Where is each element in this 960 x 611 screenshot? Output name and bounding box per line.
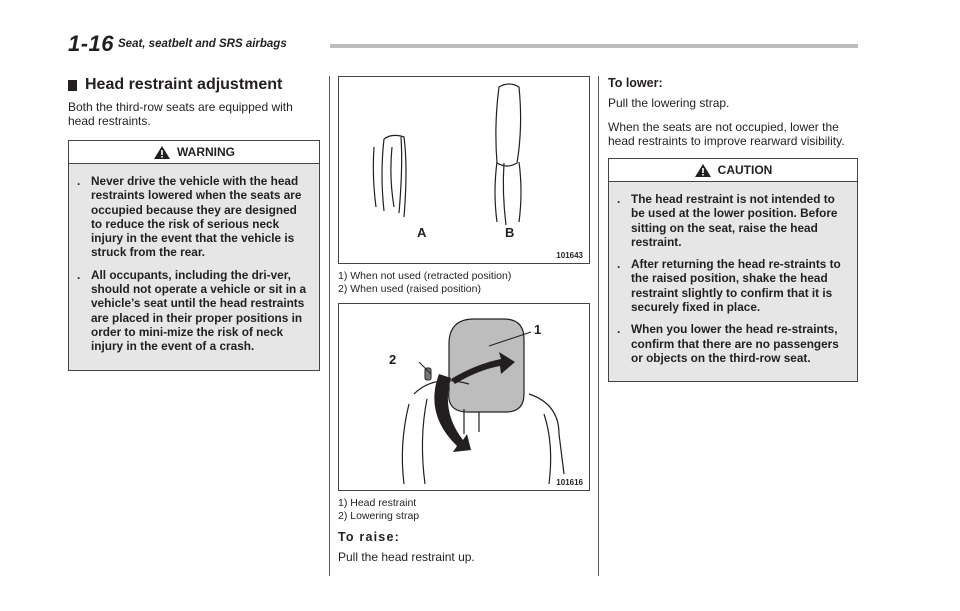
head-restraint-positions-illustration	[339, 77, 589, 263]
label-1: 1	[534, 322, 542, 337]
figure-retracted-raised	[338, 76, 590, 264]
lower-text: Pull the lowering strap.	[608, 96, 730, 110]
label-a: A	[417, 225, 427, 240]
caution-list	[617, 192, 849, 365]
caution-header	[609, 159, 857, 182]
warning-label: WARNING	[177, 145, 235, 159]
square-bullet-icon	[68, 80, 77, 91]
caution-label: CAUTION	[717, 163, 773, 177]
warning-header	[69, 141, 319, 164]
raise-heading: To raise:	[338, 530, 400, 544]
lower-heading: To lower:	[608, 76, 663, 90]
section-heading	[68, 76, 320, 94]
warning-item: . All occupants, including the dri-ver, should not operate a vehicle or sit in a vehicle’s seat until the head restraints are placed in their proper positions in order to mini-mize the risk of neck injury in the event of a crash.	[77, 267, 307, 354]
column-2	[338, 76, 590, 574]
caption-item: 2) When used (raised position)	[338, 282, 481, 295]
column-divider-2	[598, 76, 599, 576]
caution-box	[608, 158, 858, 382]
raise-text: Pull the head restraint up.	[338, 550, 475, 564]
head-restraint-strap-illustration	[339, 304, 589, 490]
figure1-captions	[338, 270, 590, 295]
caution-item: . After returning the head re-straints to the raised position, shake the head restraint slightly to confirm that it is securely fixed in place.	[617, 257, 841, 315]
figure-head-restraint	[338, 303, 590, 491]
label-2: 2	[389, 352, 397, 367]
warning-item: . Never drive the vehicle with the head restraints lowered when the seats are occupied because they are designed to reduce the risk of serious neck injury in the event that the vehicle is struck from the rear.	[77, 174, 302, 260]
figure-code: 101643	[556, 251, 583, 260]
column-divider-1	[329, 76, 330, 576]
warning-triangle-icon	[694, 163, 712, 178]
warning-triangle-icon	[153, 145, 171, 160]
caution-item: . The head restraint is not intended to be used at the lower position. Before sitting on the seat, raise the head restraint.	[617, 192, 838, 249]
header-rule	[330, 44, 858, 48]
warning-box	[68, 140, 320, 371]
caption-item: 2) Lowering strap	[338, 509, 420, 522]
section-heading-text: Head restraint adjustment	[85, 76, 283, 93]
column-3	[608, 76, 858, 382]
warning-list	[77, 174, 311, 354]
figure2-captions	[338, 497, 590, 522]
caption-item: 1) When not used (retracted position)	[338, 270, 512, 282]
label-b: B	[505, 225, 515, 240]
column-1	[68, 76, 320, 371]
figure-code: 101616	[556, 478, 583, 487]
visibility-note: When the seats are not occupied, lower the head restraints to improve rearward visibility.	[608, 120, 845, 148]
page-number: 1-16	[68, 31, 115, 56]
caution-item: . When you lower the head re-straints, confirm that there are no passengers or objects on the third-row seat.	[617, 322, 839, 365]
intro-text: Both the third-row seats are equipped with head restraints.	[68, 100, 293, 128]
section-title: Seat, seatbelt and SRS airbags	[118, 38, 287, 50]
caption-item: 1) Head restraint	[338, 497, 417, 509]
